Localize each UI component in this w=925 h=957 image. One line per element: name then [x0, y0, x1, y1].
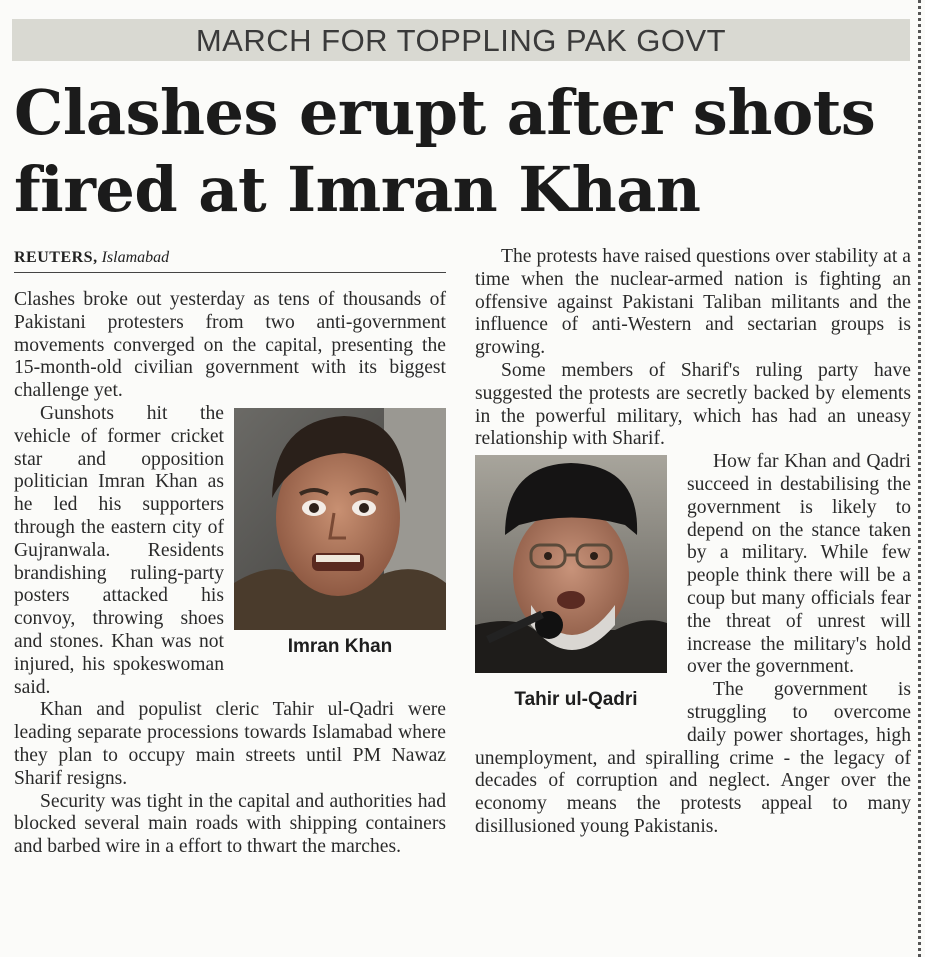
article-paragraph: Clashes broke out yesterday as tens of thousands of Pakistani protesters from two anti-government movements converged on the capital, presenting the 15-month-old civilian government with its biggest challenge yet.	[14, 289, 446, 402]
article-column-2	[475, 246, 911, 839]
article-paragraph: Gunshots hit the vehicle of former cricket star and opposition politician Imran Khan as he led his supporters through the eastern city of Gujranwala. Residents brandishing ruling-party posters attacked his convoy, throwing shoes and stones. Khan was not injured, his spokeswoman said.	[14, 402, 224, 698]
photo-caption: Tahir ul-Qadri	[514, 689, 638, 711]
kicker-banner: MARCH FOR TOPPLING PAK GOVT	[12, 19, 910, 61]
photo-caption: Imran Khan	[287, 635, 393, 657]
headline: Clashes erupt after shots fired at Imran Khan	[14, 76, 876, 226]
article-paragraph: Khan and populist cleric Tahir ul-Qadri were leading separate processions towards Islamabad where they plan to occupy main streets until PM Nawaz Sharif resigns.	[14, 699, 446, 789]
article-paragraph: How far Khan and Qadri succeed in destabilising the government is likely to depend on the stance taken by a military. While few people think there will be a coup but many officials fear the threat of unrest will increase the military's hold over the government.	[687, 451, 911, 678]
clipping-cut-line	[918, 0, 921, 957]
article-paragraph: The protests have raised questions over stability at a time when the nuclear-armed nation is fighting an offensive against Pakistani Taliban militants and the influence of anti-Western and sectarian groups is growing.	[475, 246, 911, 359]
byline	[14, 244, 446, 273]
imran-khan-photo	[234, 408, 446, 630]
tahir-ul-qadri-photo	[475, 455, 667, 673]
article-paragraph: Security was tight in the capital and authorities had blocked several main roads with shipping containers and barbed wire in a effort to thwart the marches.	[14, 790, 446, 858]
photo-figure-tahir-ul-qadri	[475, 455, 677, 725]
byline-location: Islamabad	[101, 249, 170, 266]
photo-figure-imran-khan	[234, 408, 446, 670]
article-paragraph: The government is struggling to overcome daily power shortages, high unemployment, and spiralling crime - the legacy of decades of corruption and neglect. Anger over the economy means the protests appeal to many disillusioned young Pakistanis.	[475, 679, 911, 837]
article-column-1	[14, 289, 446, 859]
portrait-image	[475, 455, 667, 673]
portrait-image	[234, 408, 446, 630]
article-paragraph: Some members of Sharif's ruling party have suggested the protests are secretly backed by elements in the powerful military, which has had an uneasy relationship with Sharif.	[475, 359, 911, 450]
byline-agency: REUTERS,	[14, 249, 98, 266]
